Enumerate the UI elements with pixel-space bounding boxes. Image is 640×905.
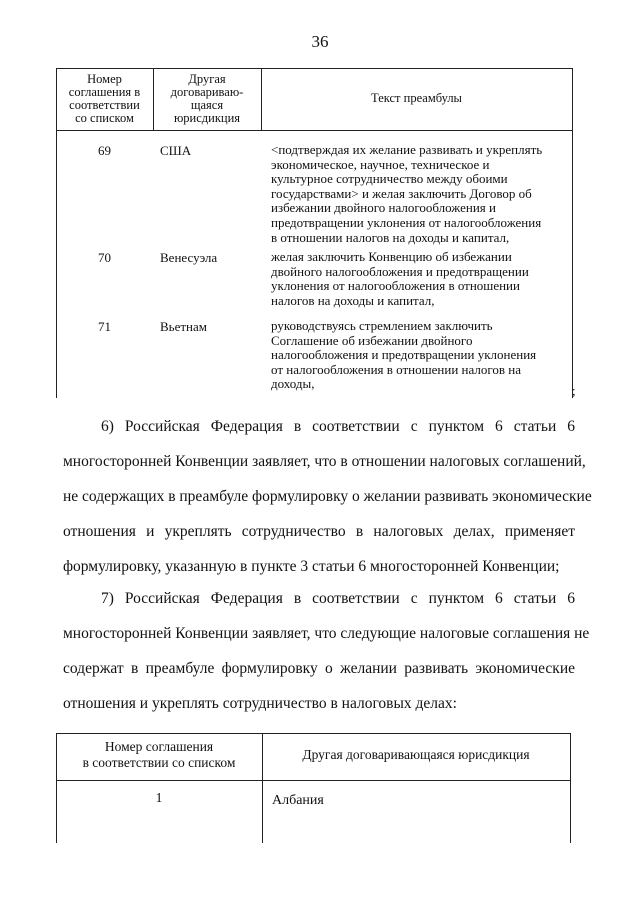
row-number: 1: [155, 791, 163, 806]
paragraph-line: отношения и укреплять сотрудничество в налоговых делах:: [63, 695, 457, 712]
page-number: 36: [311, 32, 329, 51]
row-number: 71: [98, 319, 111, 334]
table-trailing-semicolon: ;: [572, 383, 576, 398]
row-jurisdiction: Вьетнам: [160, 319, 208, 334]
table-border-right: [572, 68, 573, 130]
row-number: 69: [98, 143, 111, 158]
row-jurisdiction: США: [160, 143, 192, 158]
table-header-divider: [56, 130, 572, 131]
column-header-jurisdiction: Другая договаривающаяся юрисдикция: [302, 747, 530, 762]
table-border-top: [56, 733, 570, 734]
row-preamble-text: <подтверждая их желание развивать и укреплять экономическое, научное, техническое и культурное сотрудничество между обоими государствами> и желая заключить Договор об избежании двойного налогообложения и предотвращении уклонения от налогообложения в отношении налогов на доходы и капитал,: [271, 142, 543, 245]
paragraph-line: содержат в преамбуле формулировку о желании развивать экономические: [63, 660, 575, 677]
column-header-number: Номер соглашения в соответствии со списком: [82, 739, 236, 770]
column-header-number: Номер соглашения в соответствии со списком: [68, 71, 141, 125]
row-preamble-text: руководствуясь стремлением заключить Соглашение об избежании двойного налогообложения и предотвращении уклонения от налогообложения в отношении налогов на доходы,: [271, 318, 537, 392]
paragraph-line: формулировку, указанную в пункте 3 статьи 6 многосторонней Конвенции;: [63, 558, 560, 575]
table-header-divider: [56, 780, 570, 781]
paragraph-line: многосторонней Конвенции заявляет, что в отношении налоговых соглашений,: [63, 453, 586, 470]
paragraph-line: многосторонней Конвенции заявляет, что следующие налоговые соглашения не: [63, 625, 590, 642]
row-number: 70: [98, 250, 111, 265]
paragraph-line: отношения и укреплять сотрудничество в налоговых делах, применяет: [63, 523, 575, 540]
table-border-right: [570, 733, 571, 843]
paragraph-line: не содержащих в преамбуле формулировку о желании развивать экономические: [63, 488, 592, 505]
row-jurisdiction: Венесуэла: [160, 250, 218, 265]
column-header-text: Текст преамбулы: [371, 91, 462, 105]
column-header-jurisdiction: Другая договариваю- щаяся юрисдикция: [170, 71, 244, 125]
preamble-table: [56, 68, 572, 398]
row-jurisdiction: Албания: [272, 793, 324, 808]
jurisdiction-table: [56, 733, 570, 843]
table-border-right: [572, 130, 573, 398]
paragraph-line: 6) Российская Федерация в соответствии с пунктом 6 статьи 6: [101, 418, 575, 435]
row-preamble-text: желая заключить Конвенцию об избежании двойного налогообложения и предотвращении уклонения от налогообложения в отношении налогов на доходы и капитал,: [271, 249, 529, 308]
paragraph-line: 7) Российская Федерация в соответствии с пунктом 6 статьи 6: [101, 590, 575, 607]
